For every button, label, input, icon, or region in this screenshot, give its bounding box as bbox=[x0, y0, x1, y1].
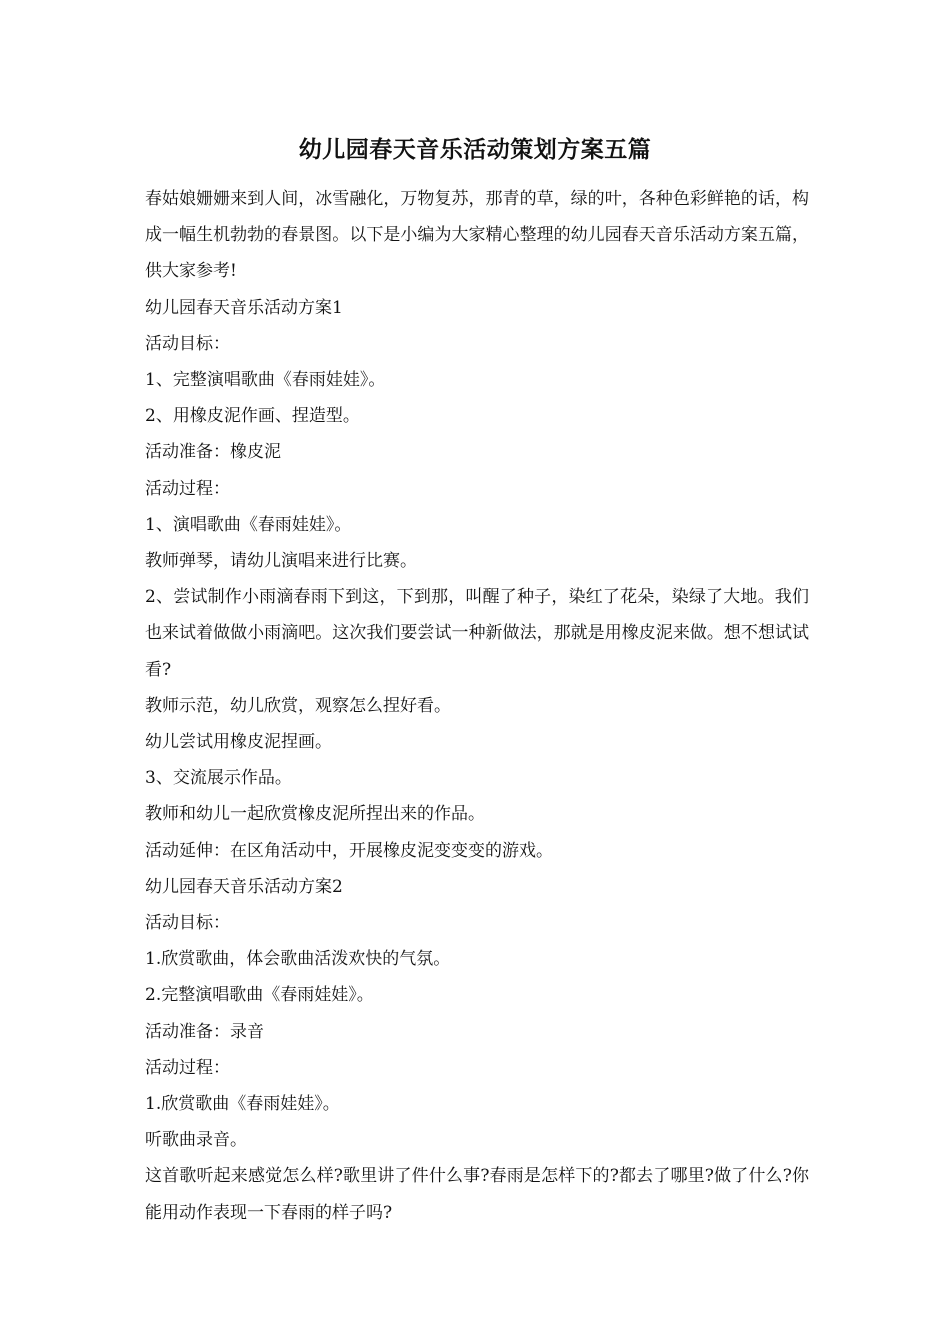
section-heading-plan-1: 幼儿园春天音乐活动方案1 bbox=[145, 297, 343, 318]
goal-item: 2.完整演唱歌曲《春雨娃娃》。 bbox=[145, 985, 374, 1006]
paragraph: 教师示范，幼儿欣赏，观察怎么捏好看。 bbox=[145, 695, 451, 716]
section-heading-plan-2: 幼儿园春天音乐活动方案2 bbox=[145, 876, 343, 897]
activity-preparation: 活动准备：橡皮泥 bbox=[145, 442, 281, 463]
paragraph: 这首歌听起来感觉怎么样?歌里讲了件什么事?春雨是怎样下的?都去了哪里?做了什么?你能用动作表现一下春雨的样子吗? bbox=[145, 1166, 809, 1223]
process-step: 1.欣赏歌曲《春雨娃娃》。 bbox=[145, 1094, 340, 1115]
process-step: 1、演唱歌曲《春雨娃娃》。 bbox=[145, 514, 352, 535]
intro-paragraph: 春姑娘姗姗来到人间，冰雪融化，万物复苏，那青的草，绿的叶，各种色彩鲜艳的话，构成一幅生机勃勃的春景图。以下是小编为大家精心整理的幼儿园春天音乐活动方案五篇，供大家参考! bbox=[145, 189, 809, 282]
goal-item: 2、用橡皮泥作画、捏造型。 bbox=[145, 406, 360, 427]
activity-goals-label: 活动目标： bbox=[145, 913, 230, 934]
goal-item: 1.欣赏歌曲，体会歌曲活泼欢快的气氛。 bbox=[145, 949, 451, 970]
paragraph: 听歌曲录音。 bbox=[145, 1130, 247, 1151]
activity-extension: 活动延伸：在区角活动中，开展橡皮泥变变变的游戏。 bbox=[145, 840, 553, 861]
activity-process-label: 活动过程： bbox=[145, 1057, 230, 1078]
goal-item: 1、完整演唱歌曲《春雨娃娃》。 bbox=[145, 370, 386, 391]
document-title: 幼儿园春天音乐活动策划方案五篇 bbox=[298, 136, 652, 163]
paragraph: 教师弹琴，请幼儿演唱来进行比赛。 bbox=[145, 551, 417, 572]
process-step: 3、交流展示作品。 bbox=[145, 768, 292, 789]
document-body bbox=[145, 181, 809, 1231]
paragraph: 教师和幼儿一起欣赏橡皮泥所捏出来的作品。 bbox=[145, 804, 485, 825]
paragraph: 幼儿尝试用橡皮泥捏画。 bbox=[145, 732, 332, 753]
activity-process-label: 活动过程： bbox=[145, 478, 230, 499]
activity-preparation: 活动准备：录音 bbox=[145, 1021, 264, 1042]
process-step: 2、尝试制作小雨滴春雨下到这，下到那，叫醒了种子，染红了花朵，染绿了大地。我们也来试着做做小雨滴吧。这次我们要尝试一种新做法，那就是用橡皮泥来做。想不想试试看? bbox=[145, 587, 809, 680]
activity-goals-label: 活动目标： bbox=[145, 333, 230, 354]
